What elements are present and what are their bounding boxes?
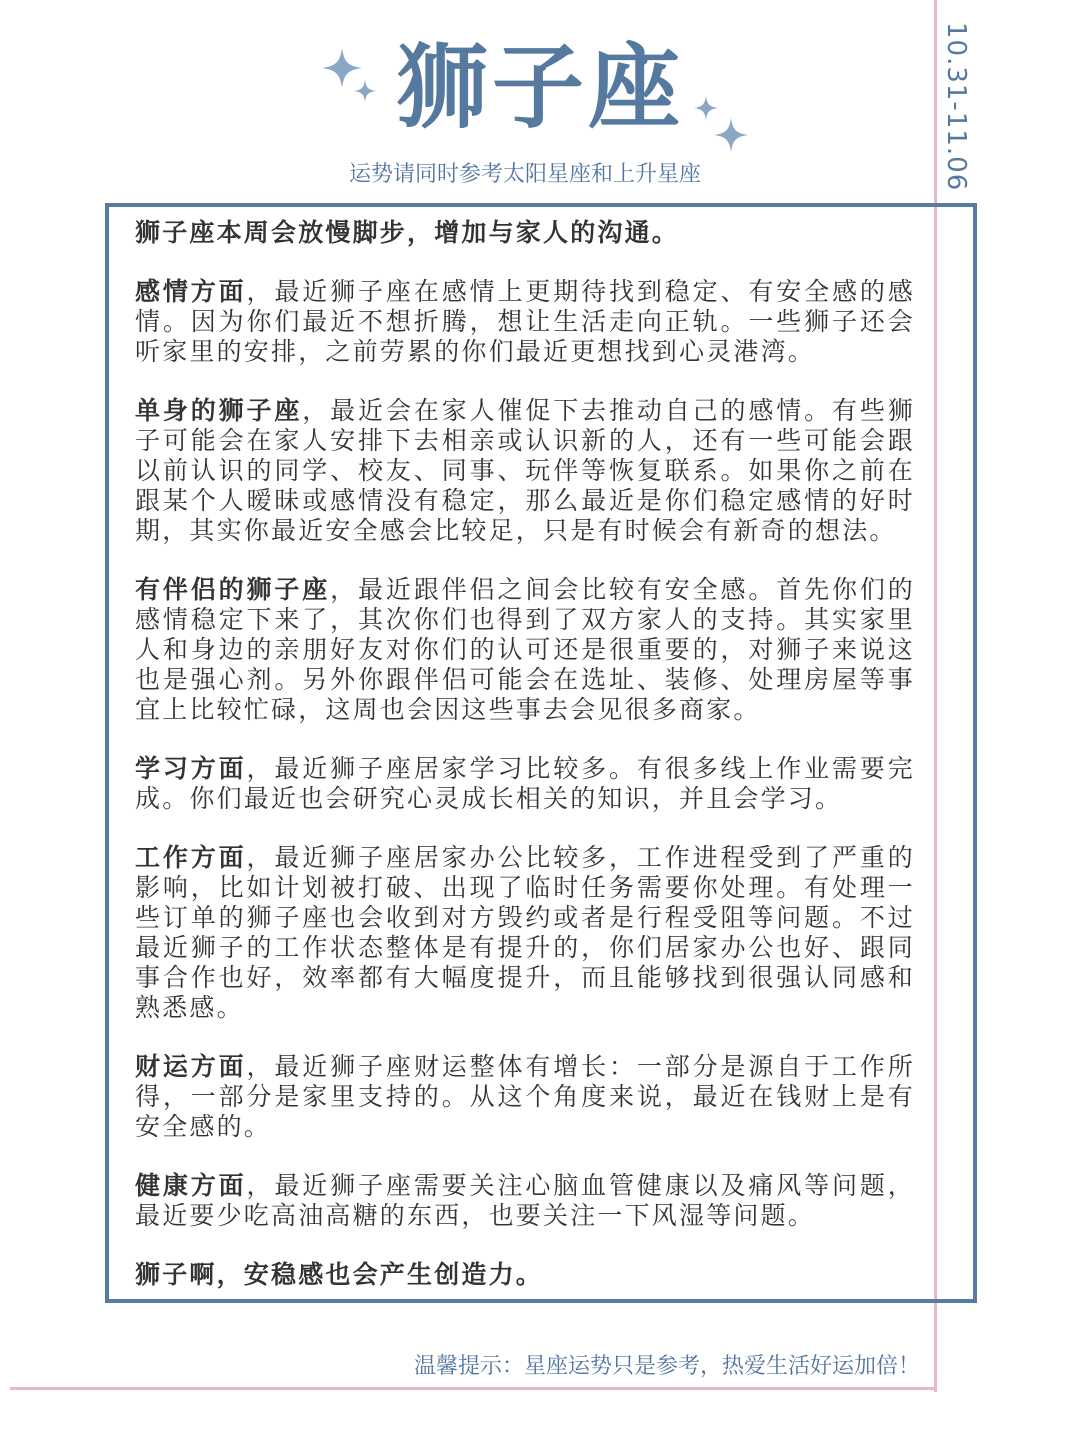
love-paragraph: 感情方面，最近狮子座在感情上更期待找到稳定、有安全感的感情。因为你们最近不想折腾，想让生活走向正轨。一些狮子还会听家里的安排，之前劳累的你们最近更想找到心灵港湾。 bbox=[135, 277, 915, 366]
wealth-paragraph: 财运方面，最近狮子座财运整体有增长：一部分是源自于工作所得，一部分是家里支持的。从这个角度来说，最近在钱财上是有安全感的。 bbox=[135, 1052, 915, 1141]
paragraph-lead: 财运方面 bbox=[135, 1052, 247, 1081]
page-title: 狮子座 bbox=[395, 34, 684, 141]
health-paragraph: 健康方面，最近狮子座需要关注心脑血管健康以及痛风等问题，最近要少吃高油高糖的东西，也要关注一下风湿等问题。 bbox=[135, 1171, 915, 1230]
paragraph-lead: 单身的狮子座 bbox=[135, 396, 303, 425]
paragraph-lead: 感情方面 bbox=[135, 277, 247, 306]
study-paragraph: 学习方面，最近狮子座居家学习比较多。有很多线上作业需要完成。你们最近也会研究心灵成长相关的知识，并且会学习。 bbox=[135, 754, 915, 813]
sparkle-icon bbox=[714, 118, 748, 152]
sparkle-icon bbox=[354, 80, 376, 102]
footer-tip: 温馨提示：星座运势只是参考，热爱生活好运加倍！ bbox=[413, 1354, 920, 1379]
horoscope-content bbox=[135, 218, 915, 1319]
intro-paragraph: 狮子座本周会放慢脚步，增加与家人的沟通。 bbox=[135, 218, 680, 247]
page-subtitle: 运势请同时参考太阳星座和上升星座 bbox=[348, 162, 701, 187]
paragraph-lead: 健康方面 bbox=[135, 1171, 247, 1200]
work-paragraph: 工作方面，最近狮子座居家办公比较多，工作进程受到了严重的影响，比如计划被打破、出现了临时任务需要你处理。有处理一些订单的狮子座也会收到对方毁约或者是行程受阻等问题。不过最近狮子的工作状态整体是有提升的，你们居家办公也好、跟同事合作也好，效率都有大幅度提升，而且能够找到很强认同感和熟悉感。 bbox=[135, 843, 915, 1022]
paragraph-lead: 学习方面 bbox=[135, 754, 247, 783]
single-paragraph: 单身的狮子座，最近会在家人催促下去推动自己的感情。有些狮子可能会在家人安排下去相亲或认识新的人，还有一些可能会跟以前认识的同学、校友、同事、玩伴等恢复联系。如果你之前在跟某个人暧昧或感情没有稳定，那么最近是你们稳定感情的好时期，其实你最近安全感会比较足，只是有时候会有新奇的想法。 bbox=[135, 396, 916, 545]
paragraph-lead: 有伴侣的狮子座 bbox=[135, 575, 331, 604]
couple-paragraph: 有伴侣的狮子座，最近跟伴侣之间会比较有安全感。首先你们的感情稳定下来了，其次你们也得到了双方家人的支持。其实家里人和身边的亲朋好友对你们的认可还是很重要的，对狮子来说这也是强心剂。另外你跟伴侣可能会在选址、装修、处理房屋等事宜上比较忙碌，这周也会因这些事去会见很多商家。 bbox=[135, 575, 915, 724]
pink-frame-horizontal-line bbox=[10, 1387, 937, 1390]
date-range: 10.31-11.06 bbox=[941, 22, 971, 192]
closing-paragraph: 狮子啊，安稳感也会产生创造力。 bbox=[135, 1260, 544, 1289]
paragraph-lead: 工作方面 bbox=[135, 843, 247, 872]
